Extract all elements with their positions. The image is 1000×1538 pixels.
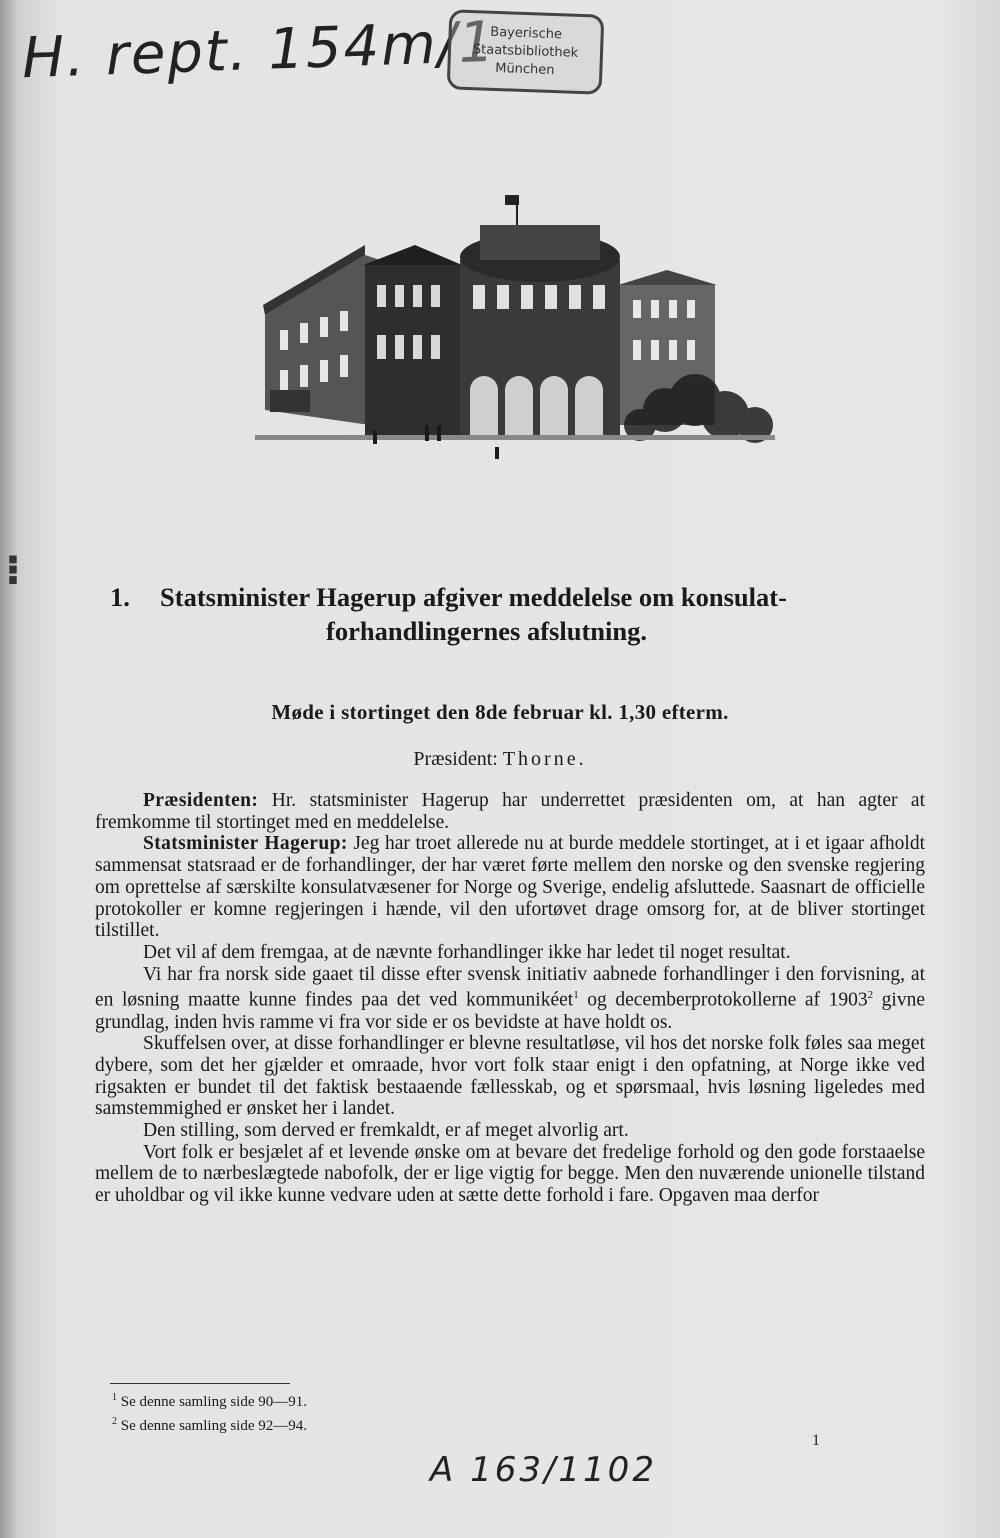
stamp-line-3: München — [494, 60, 555, 79]
library-stamp — [447, 9, 605, 94]
president-label: Præsident: — [413, 748, 498, 770]
section-title-line-1: Statsminister Hagerup afgiver meddelelse om konsulat- — [160, 582, 787, 612]
section-title-line-2: forhandlingernes afslutning. — [326, 616, 648, 646]
footnotes — [112, 1388, 307, 1436]
paragraph — [95, 833, 925, 942]
footnote — [112, 1388, 307, 1412]
footnote-text: Se denne samling side 92—94. — [117, 1418, 307, 1434]
meeting-line: Møde i stortinget den 8de februar kl. 1,30 efterm. — [271, 700, 729, 724]
footnote-rule — [110, 1383, 290, 1384]
president-line — [0, 748, 1000, 771]
speaker-name: Præsidenten: — [143, 790, 259, 811]
paragraph — [95, 790, 925, 833]
section-number: 1. — [110, 582, 130, 612]
footnote — [112, 1412, 307, 1436]
paragraph: Skuffelsen over, at disse forhandlinger er blevne resultatløse, vil hos det norske folk føles saa meget dybere, som det her gjælder et omraade, hvor vort folk staar enigt i den opfatning, at Norge ikke ved rigsakten er bundet til det faktisk bestaaende fællesskab, og et spørsmaal, hvis løsning ligeledes med samstemmighed er ønsket her i landet. — [95, 1033, 925, 1120]
paragraph-text: og decemberprotokollerne af 1903 — [578, 989, 868, 1011]
footnote-ref: 2 — [867, 989, 874, 1002]
margin-mark: ⁝ — [5, 545, 21, 594]
body-text — [95, 790, 925, 1207]
footnote-text: Se denne samling side 90—91. — [117, 1394, 307, 1410]
president-name: Thorne. — [502, 748, 587, 770]
footnote-ref: 1 — [573, 989, 579, 1002]
paragraph-text: givne grundlag, inden hvis ramme vi fra vor side er os bevidste at have holdt os. — [95, 989, 926, 1033]
stamp-line-2: Staatsbibliothek — [472, 42, 579, 61]
paragraph — [95, 964, 925, 1034]
paragraph-text: Hr. statsminister Hagerup har underrettet præsidenten om, at han agter at fremkomme til stortinget med en meddelelse. — [95, 790, 925, 833]
paragraph-text: Vi har fra norsk side gaaet til disse efter svensk initiativ aabnede forhandlinger i den forvisning, at en løsning maatte kunne findes paa det ved kommunikéet — [95, 963, 925, 1011]
paragraph: Det vil af dem fremgaa, at de nævnte forhandlinger ikke har ledet til noget resultat. — [143, 941, 791, 963]
paragraph: Den stilling, som derved er fremkaldt, er af meget alvorlig art. — [143, 1120, 629, 1142]
handwritten-callnumber: H. rept. 154m/1 — [21, 9, 498, 92]
parliament-building-illustration — [255, 185, 775, 465]
handwritten-shelfmark: A 163/1102 — [430, 1450, 657, 1490]
stamp-line-1: Bayerische — [490, 24, 563, 43]
speaker-name: Statsminister Hagerup: — [143, 833, 348, 855]
footnote-mark: 1 — [112, 1392, 117, 1403]
paragraph: Vort folk er besjælet af et levende ønske om at bevare det fredelige forhold og den gode forstaaelse mellem de to nærbeslægtede nabofolk, der er lige vigtig for begge. Men den nuværende unionelle tilstand er uholdbar og vil ikke kunne vedvare uden at sætte dette forhold i fare. Opgaven maa derfor — [95, 1141, 925, 1207]
footnote-mark: 2 — [112, 1416, 117, 1427]
page-number: 1 — [812, 1432, 820, 1449]
paragraph-text: Jeg har troet allerede nu at burde meddele stortinget, at i et igaar afholdt sammensat statsraad er de forhandlinger, der har været førte mellem den norske og den svenske regjering om oprettelse af særskilte konsulatvæsener for Norge og Sverige, endelig afsluttede. Saasnart de officielle protokoller er komne regjeringen i hænde, vil den ufortøvet drage omsorg for, at de bliver stortinget tilstillet. — [95, 833, 925, 942]
